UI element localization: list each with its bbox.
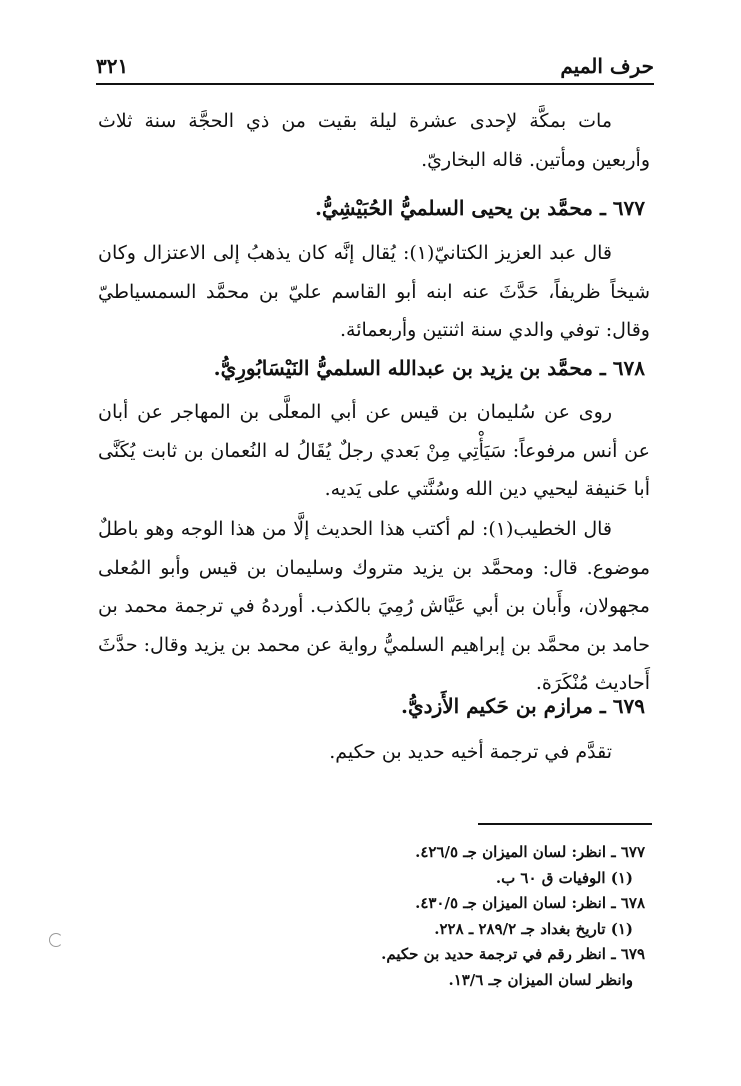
footnote-678: ٦٧٨ ـ انظر: لسان الميزان جـ ٤٣٠/٥. — [415, 894, 645, 912]
running-header — [96, 52, 654, 82]
binding-hole-mark — [49, 933, 63, 947]
paragraph-text: قال الخطيب(١): لم أكتب هذا الحديث إلَّا من هذا الوجه وهو باطلٌ موضوع. قال: ومحمَّد بن يزيد متروك وسليمان بن قيس وأبو المُعلى مجهولان، وأَبان بن أبي عَيَّاش رُمِيَ بالكذب. أوردهُ في ترجمة محمد بن حامد بن محمَّد بن إبراهيم السلميُّ رواية عن محمد بن يزيد وقال: حدَّثَ أَحاديث مُنْكَرَة. — [98, 518, 650, 694]
entry-heading-679: ٦٧٩ ـ مرازم بن حَكيم الأَزديُّ. — [401, 694, 645, 718]
paragraph-text: مات بمكَّة لإحدى عشرة ليلة بقيت من ذي الحجَّة سنة ثلاث وأربعين ومأتين. قاله البخاريّ. — [98, 110, 650, 171]
paragraph-entry-679 — [98, 733, 650, 772]
chapter-title: حرف الميم — [560, 54, 654, 78]
footnote-679: ٦٧٩ ـ انظر رقم في ترجمة حديد بن حكيم. — [381, 945, 645, 963]
footnote-677-1: (١) الوفيات ق ٦٠ ب. — [495, 868, 633, 887]
paragraph-text: تقدَّم في ترجمة أخيه حديد بن حكيم. — [329, 741, 612, 763]
footnotes — [325, 840, 645, 993]
paragraph-text: روى عن سُليمان بن قيس عن أبي المعلَّى بن المهاجر عن أبان عن أنس مرفوعاً: سَيَأْتِي مِنْ بَعدي رجلٌ يُقَالُ له النُعمان بن ثابت يُكَنَّى أبا حَنيفة ليحيي دين الله وسُنَّتي على يَديه. — [98, 401, 650, 500]
footnote-677: ٦٧٧ ـ انظر: لسان الميزان جـ ٤٢٦/٥. — [415, 843, 645, 861]
paragraph-entry-678 — [98, 393, 650, 509]
paragraph-entry-677 — [98, 234, 650, 350]
paragraph-khatib-note — [98, 510, 650, 703]
footnote-679-cont: وانظر لسان الميزان جـ ١٣/٦. — [448, 970, 633, 989]
paragraph-text: قال عبد العزيز الكتانيّ(١): يُقال إنَّه كان يذهبُ إلى الاعتزال وكان شيخاً ظريفاً، حَدَّثَ عنه ابنه أبو القاسم عليّ بن محمَّد السمسياطيّ وقال: توفي والدي سنة اثنتين وأربعمائة. — [98, 242, 650, 341]
header-divider — [96, 83, 654, 85]
entry-heading-678: ٦٧٨ ـ محمَّد بن يزيد بن عبدالله السلميُّ النَيْسَابُورِيُّ. — [213, 356, 645, 380]
page-number: ٣٢١ — [96, 54, 129, 78]
footnote-divider — [478, 823, 652, 825]
paragraph-death-note — [98, 102, 650, 179]
footnote-678-1: (١) تاريخ بغداد جـ ٢٨٩/٢ ـ ٢٢٨. — [434, 919, 633, 938]
entry-heading-677: ٦٧٧ ـ محمَّد بن يحيى السلميُّ الحُبَيْشِيُّ. — [315, 196, 645, 220]
